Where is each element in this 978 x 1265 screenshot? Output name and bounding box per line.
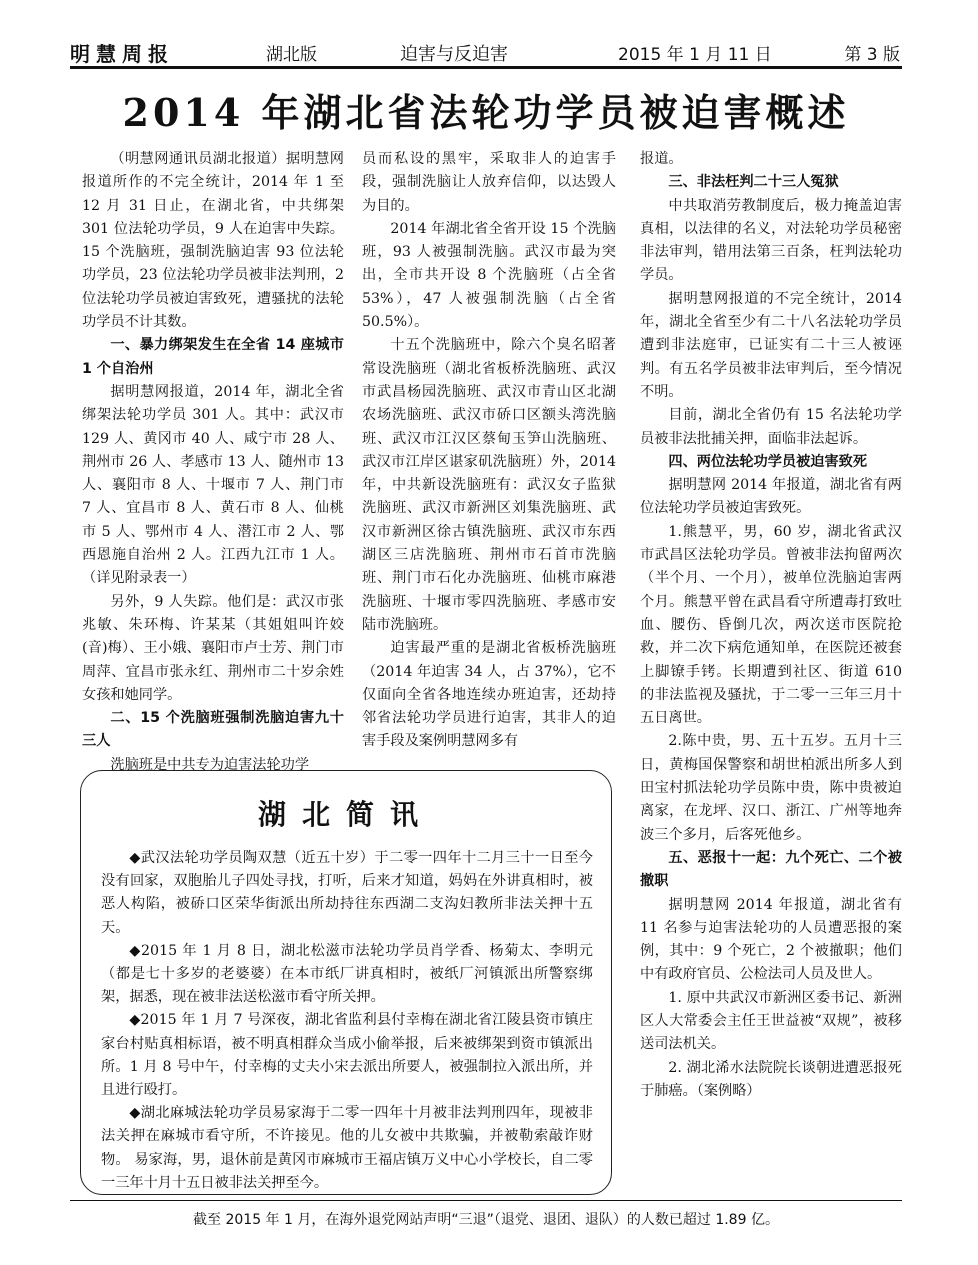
paragraph: 据明慧网报道，2014 年，湖北全省绑架法轮功学员 301 人。其中：武汉市 129 人、黄冈市 40 人、咸宁市 28 人、荆州市 26 人、孝感市 13 人、随州市 13 人、襄阳市 8 人、十堰市 7 人、荆门市 7 人、宜昌市 8 人、黄石市 8 人、仙桃市 5 人、鄂州市 4 人、潜江市 2 人、鄂西恩施自治州 2 人。江西九江市 1 人。（详见附录表一） [82, 383, 344, 587]
footer-rule [70, 1200, 902, 1201]
brief-item: ◆湖北麻城法轮功学员易家海于二零一四年十月被非法判刑四年，现被非法关押在麻城市看守所，不许接见。他的儿女被中共欺骗，并被勒索敲诈财物。 易家海，男，退休前是黄冈市麻城市王福店镇万义中心小学校长，自二零一三年十月十五日被非法关押至今。 [101, 1105, 593, 1191]
page-header [70, 36, 902, 66]
paragraph: 1.熊慧平，男，60 岁，湖北省武汉市武昌区法轮功学员。曾被非法拘留两次（半个月、一个月），被单位洗脑迫害两个月。熊慧平曾在武昌看守所遭毒打致吐血、腰伤、昏倒几次，两次送市医院抢救，并二次下病危通知单，在医院还被套上脚镣手铐。长期遭到社区、街道 610 的非法监视及骚扰，于二零一三年三月十五日离世。 [640, 523, 902, 727]
paragraph: 另外，9 人失踪。他们是：武汉市张兆敏、朱环梅、许某某（其姐姐叫许姣(音)梅）、王小娥、襄阳市卢士芳、荆门市周萍、宜昌市张永红、荆州市二十岁余姓女孩和她同学。 [82, 593, 344, 703]
article-title: 2014 年湖北省法轮功学员被迫害概述 [122, 90, 850, 135]
section-heading: 五、恶报十一起：九个死亡、二个被撤职 [640, 849, 902, 890]
paragraph: 十五个洗脑班中，除六个臭名昭著常设洗脑班（湖北省板桥洗脑班、武汉市武昌杨园洗脑班、武汉市青山区北湖农场洗脑班、武汉市硚口区额头湾洗脑班、武汉市江汉区蔡甸玉笋山洗脑班、武汉市江岸区谌家矶洗脑班）外，2014 年，中共新设洗脑班有：武汉女子监狱洗脑班、武汉市新洲区刘集洗脑班、武汉市新洲区徐古镇洗脑班、武汉市东西湖区三店洗脑班、荆州市石首市洗脑班、荆门市石化办洗脑班、仙桃市麻港洗脑班、十堰市零四洗脑班、孝感市安陆市洗脑班。 [362, 337, 616, 633]
paragraph: 据明慧网报道的不完全统计，2014 年，湖北全省至少有二十八名法轮功学员遭到非法庭审，已证实有二十三人被诬判。有五名学员被非法审判后，至今情况不明。 [640, 290, 902, 400]
article-column-3 [640, 148, 902, 1103]
article-column-2 [362, 148, 616, 754]
section-heading: 二、15 个洗脑班强制洗脑迫害九十三人 [82, 710, 344, 750]
brief-item: ◆2015 年 1 月 7 号深夜，湖北省监利县付幸梅在湖北省江陵县资市镇庄家台村贴真相标语，被不明真相群众当成小偷举报，后来被绑架到资市镇派出所。1 月 8 号中午，付幸梅的丈夫小宋去派出所要人，被强制拉入派出所，并且进行殴打。 [101, 1012, 593, 1099]
article-column-1 [82, 148, 344, 777]
paragraph: 2014 年湖北省全省开设 15 个洗脑班，93 人被强制洗脑。武汉市最为突出，全市共开设 8 个洗脑班（占全省 53%），47 人被强制洗脑（占全省 50.5%）。 [362, 220, 616, 331]
issue-date: 2015 年 1 月 11 日 [618, 45, 772, 65]
footer-notice: 截至 2015 年 1 月，在海外退党网站声明“三退”（退党、退团、退队）的人数已超过 1.89 亿。 [193, 1212, 779, 1228]
paragraph: 据明慧网 2014 年报道，湖北省有两位法轮功学员被迫害致死。 [640, 477, 902, 517]
paragraph: 据明慧网 2014 年报道，湖北省有 11 名参与迫害法轮功的人员遭恶报的案例，其中：9 个死亡，2 个被撤职；他们中有政府官员、公检法司人员及世人。 [640, 896, 902, 983]
paragraph: 报道。 [640, 151, 683, 167]
paragraph: （明慧网通讯员湖北报道）据明慧网报道所作的不完全统计，2014 年 1 至 12 月 31 日止，在湖北省，中共绑架 301 位法轮功学员，9 人在迫害中失踪。15 个洗脑班，强制洗脑迫害 93 位法轮功学员，23 位法轮功学员被非法判刑，2 位法轮功学员被迫害致死，遭骚扰的法轮功学员不计其数。 [82, 151, 344, 331]
briefs-list [101, 847, 593, 1195]
section-heading: 四、两位法轮功学员被迫害致死 [668, 453, 868, 470]
paragraph: 中共取消劳教制度后，极力掩盖迫害真相，以法律的名义，对法轮功学员秘密非法审判，错用法第三百条，枉判法轮功学员。 [640, 197, 902, 284]
page-number: 第 3 版 [844, 45, 900, 65]
briefs-title: 湖北简讯 [257, 798, 434, 831]
newspaper-name: 明慧周报 [70, 42, 174, 66]
section-heading: 一、暴力绑架发生在全省 14 座城市 1 个自治州 [82, 337, 344, 377]
paragraph: 迫害最严重的是湖北省板桥洗脑班（2014 年迫害 34 人，占 37%），它不仅面向全省各地连续办班迫害，还劫持邻省法轮功学员进行迫害，其非人的迫害手段及案例明慧网多有 [362, 640, 616, 750]
header-rule [70, 66, 902, 69]
brief-item: ◆武汉法轮功学员陶双慧（近五十岁）于二零一四年十二月三十一日至今没有回家，双胞胎儿子四处寻找，打听，后来才知道，妈妈在外讲真相时，被恶人构陷，被硚口区荣华街派出所劫持往东西湖二支沟妇教所非法关押十五天。 [101, 850, 593, 936]
section-label: 迫害与反迫害 [400, 44, 508, 65]
paragraph: 员而私设的黑牢，采取非人的迫害手段，强制洗脑让人放弃信仰，以达毁人为目的。 [362, 151, 616, 214]
briefs-box [80, 770, 612, 1195]
edition-label: 湖北版 [266, 45, 317, 65]
paragraph: 1. 原中共武汉市新洲区委书记、新洲区人大常委会主任王世益被“双规”，被移送司法机关。 [640, 989, 902, 1053]
brief-item: ◆2015 年 1 月 8 日，湖北松滋市法轮功学员肖学香、杨菊太、李明元（都是七十多岁的老婆婆）在本市纸厂讲真相时，被纸厂河镇派出所警察绑架，据悉，现在被非法送松滋市看守所关押。 [101, 942, 593, 1006]
paragraph: 2.陈中贵，男、五十五岁。五月十三日，黄梅国保警察和胡世柏派出所多人到田宝村抓法轮功学员陈中贵，陈中贵被迫离家，在龙坪、汉口、浙江、广州等地奔波三个多月，后客死他乡。 [640, 733, 902, 843]
paragraph: 洗脑班是中共专为迫害法轮功学 [110, 756, 310, 773]
paragraph: 2. 湖北浠水法院院长谈朝进遭恶报死于肺癌。（案例略） [640, 1059, 902, 1099]
paragraph: 目前，湖北全省仍有 15 名法轮功学员被非法批捕关押，面临非法起诉。 [640, 407, 902, 447]
section-heading: 三、非法枉判二十三人冤狱 [668, 174, 839, 191]
